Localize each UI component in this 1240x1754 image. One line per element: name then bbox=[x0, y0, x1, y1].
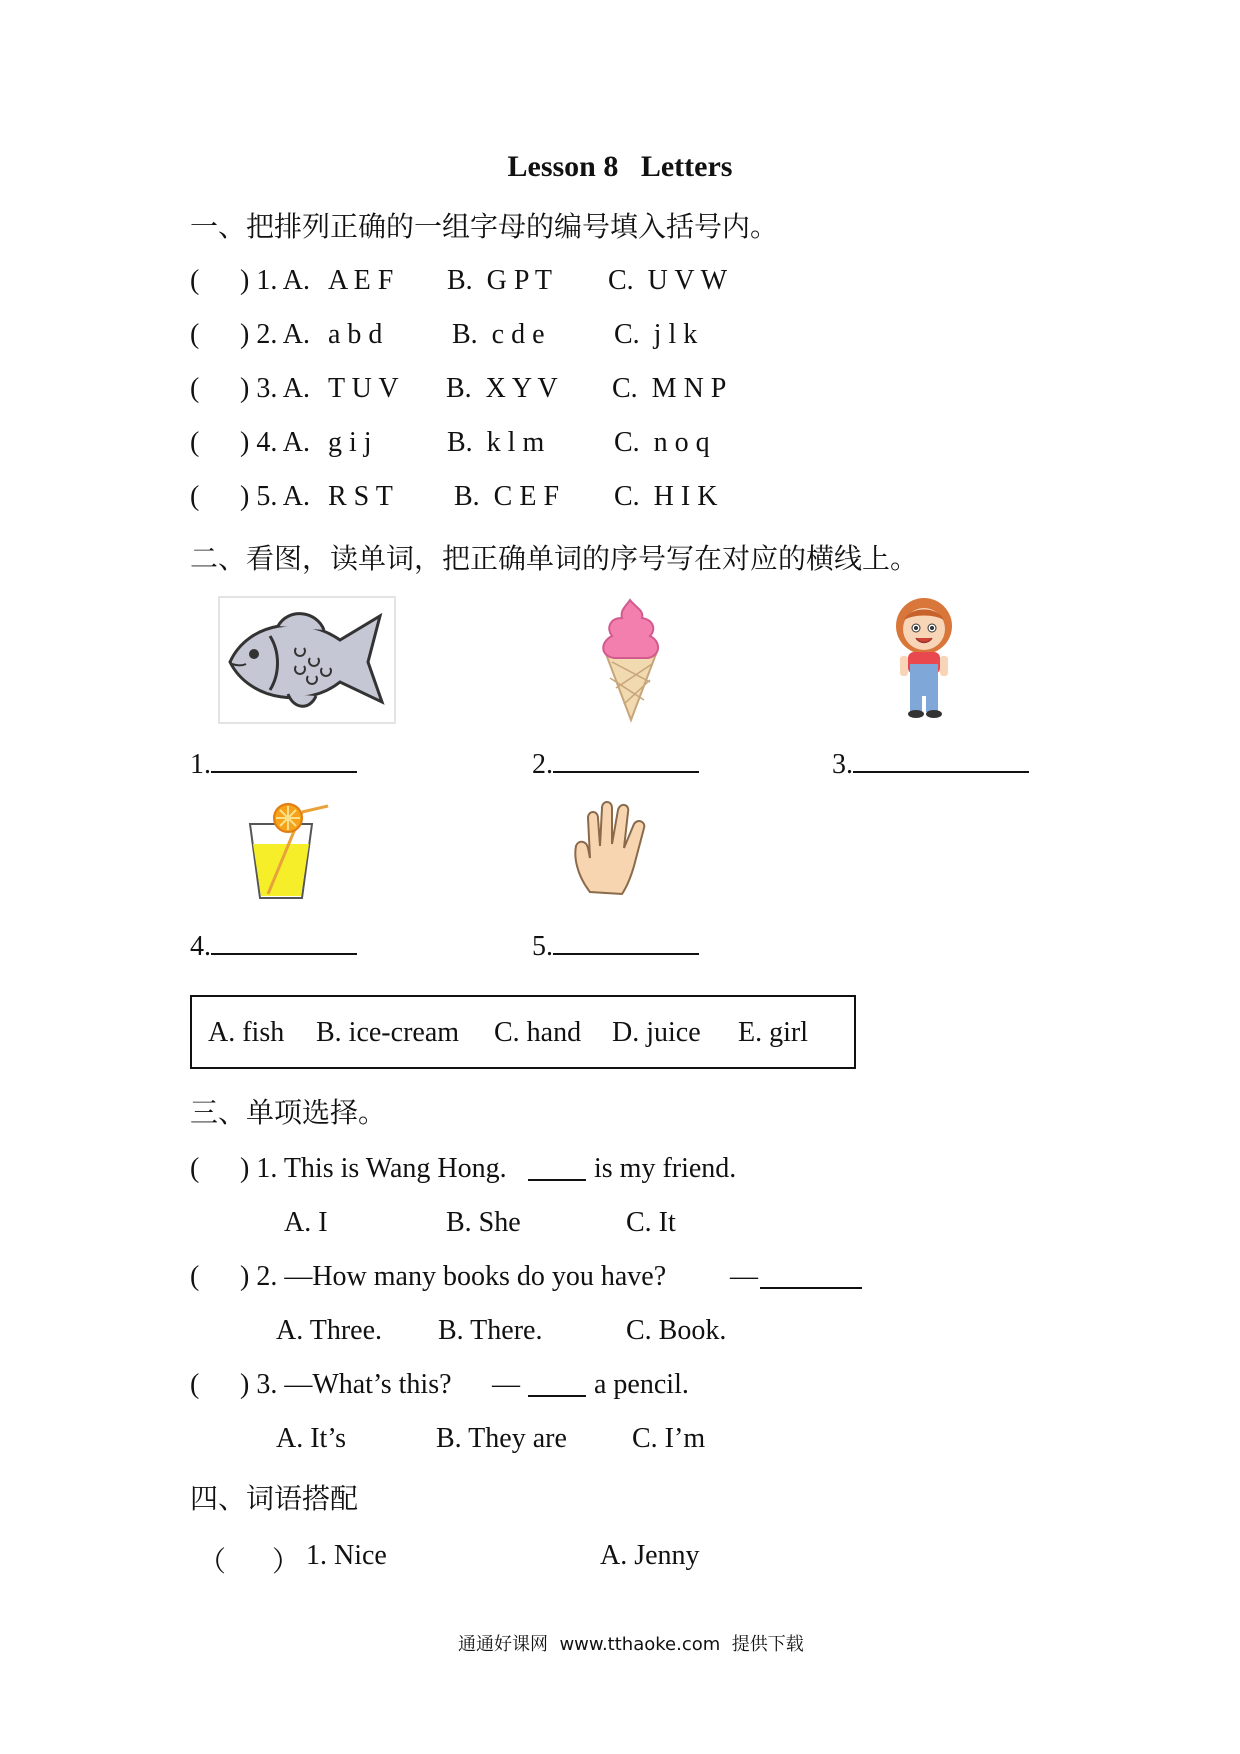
question-text: ) 3. —What’s this? bbox=[240, 1369, 452, 1400]
footer-source: 通通好课网 www.tthaoke.com 提供下载 bbox=[458, 1634, 804, 1655]
option-a: A. Three. bbox=[276, 1315, 382, 1346]
option-c: C. H I K bbox=[614, 481, 718, 512]
word-box bbox=[190, 995, 856, 1069]
option-b: B. G P T bbox=[447, 265, 553, 296]
section2-heading: 二、看图，读单词，把正确单词的序号写在对应的横线上。 bbox=[190, 542, 919, 575]
word-option: A. fish bbox=[208, 1017, 285, 1048]
option-c: C. M N P bbox=[612, 373, 727, 404]
picture-answer-3[interactable] bbox=[832, 745, 1029, 781]
question-blank[interactable] bbox=[528, 1369, 586, 1405]
answer-paren[interactable]: ( bbox=[190, 1153, 200, 1184]
answer-paren[interactable]: ( bbox=[190, 1369, 200, 1400]
ice-cream-picture bbox=[596, 596, 666, 724]
word-option: E. girl bbox=[738, 1017, 808, 1048]
option-b: B. She bbox=[446, 1207, 521, 1238]
question-number: ) 2. A. bbox=[240, 319, 310, 350]
option-b: B. They are bbox=[436, 1423, 567, 1454]
answer-paren[interactable]: ( bbox=[190, 1261, 200, 1292]
option-b: B. There. bbox=[438, 1315, 543, 1346]
option-c: C. I’m bbox=[632, 1423, 706, 1454]
juice-picture bbox=[244, 798, 334, 904]
option-b: B. c d e bbox=[452, 319, 545, 350]
answer-label: 2. bbox=[532, 749, 553, 780]
picture-answer-4[interactable] bbox=[190, 927, 357, 963]
question-number: ) 5. A. bbox=[240, 481, 310, 512]
question-number: ) 3. A. bbox=[240, 373, 310, 404]
question-text: ) 1. This is Wang Hong. bbox=[240, 1153, 507, 1184]
question-number: ) 1. A. bbox=[240, 265, 310, 296]
answer-paren[interactable]: ( bbox=[190, 373, 200, 404]
word-option: D. juice bbox=[612, 1017, 701, 1048]
answer-paren-open[interactable]: （ bbox=[198, 1547, 227, 1578]
hand-picture bbox=[570, 796, 654, 900]
section4-heading: 四、词语搭配 bbox=[190, 1482, 359, 1515]
picture-answer-5[interactable] bbox=[532, 927, 699, 963]
answer-blank[interactable] bbox=[553, 927, 699, 955]
answer-paren[interactable]: ( bbox=[190, 319, 200, 350]
match-left-item: 1. Nice bbox=[306, 1540, 387, 1571]
girl-picture bbox=[888, 596, 960, 720]
answer-paren[interactable]: ( bbox=[190, 265, 200, 296]
option-c: C. U V W bbox=[608, 265, 728, 296]
option-c: C. n o q bbox=[614, 427, 710, 458]
option-a: A. It’s bbox=[276, 1423, 346, 1454]
question-blank[interactable] bbox=[528, 1153, 586, 1189]
answer-label: 3. bbox=[832, 749, 853, 780]
answer-paren[interactable]: ( bbox=[190, 427, 200, 458]
section3-heading: 三、单项选择。 bbox=[190, 1096, 387, 1129]
question-text-end: a pencil. bbox=[594, 1369, 689, 1400]
answer-blank[interactable] bbox=[211, 745, 357, 773]
section1-heading: 一、把排列正确的一组字母的编号填入括号内。 bbox=[190, 210, 779, 243]
picture-answer-2[interactable] bbox=[532, 745, 699, 781]
option-b: B. k l m bbox=[447, 427, 545, 458]
question-dash: — bbox=[730, 1261, 758, 1292]
page-title: Lesson 8 Letters bbox=[507, 150, 733, 183]
answer-paren-close: ） bbox=[272, 1547, 301, 1578]
word-option: B. ice-cream bbox=[316, 1017, 460, 1048]
option-a: A. I bbox=[284, 1207, 328, 1238]
option-a: g i j bbox=[328, 427, 372, 458]
question-text: ) 2. —How many books do you have? bbox=[240, 1261, 667, 1292]
option-b: B. C E F bbox=[454, 481, 560, 512]
option-b: B. X Y V bbox=[446, 373, 558, 404]
question-text-end: is my friend. bbox=[594, 1153, 737, 1184]
answer-paren[interactable]: ( bbox=[190, 481, 200, 512]
word-option: C. hand bbox=[494, 1017, 582, 1048]
picture-answer-1[interactable] bbox=[190, 745, 357, 781]
option-c: C. Book. bbox=[626, 1315, 727, 1346]
option-a: a b d bbox=[328, 319, 383, 350]
answer-label: 5. bbox=[532, 931, 553, 962]
answer-blank[interactable] bbox=[211, 927, 357, 955]
question-number: ) 4. A. bbox=[240, 427, 310, 458]
option-c: C. j l k bbox=[614, 319, 698, 350]
answer-blank[interactable] bbox=[553, 745, 699, 773]
option-a: R S T bbox=[328, 481, 393, 512]
question-blank[interactable] bbox=[760, 1261, 862, 1297]
option-a: A E F bbox=[328, 265, 394, 296]
option-a: T U V bbox=[328, 373, 399, 404]
match-right-item: A. Jenny bbox=[600, 1540, 700, 1571]
option-c: C. It bbox=[626, 1207, 676, 1238]
answer-label: 1. bbox=[190, 749, 211, 780]
answer-blank[interactable] bbox=[853, 745, 1029, 773]
question-dash: — bbox=[492, 1369, 520, 1400]
answer-label: 4. bbox=[190, 931, 211, 962]
fish-picture bbox=[218, 596, 396, 724]
